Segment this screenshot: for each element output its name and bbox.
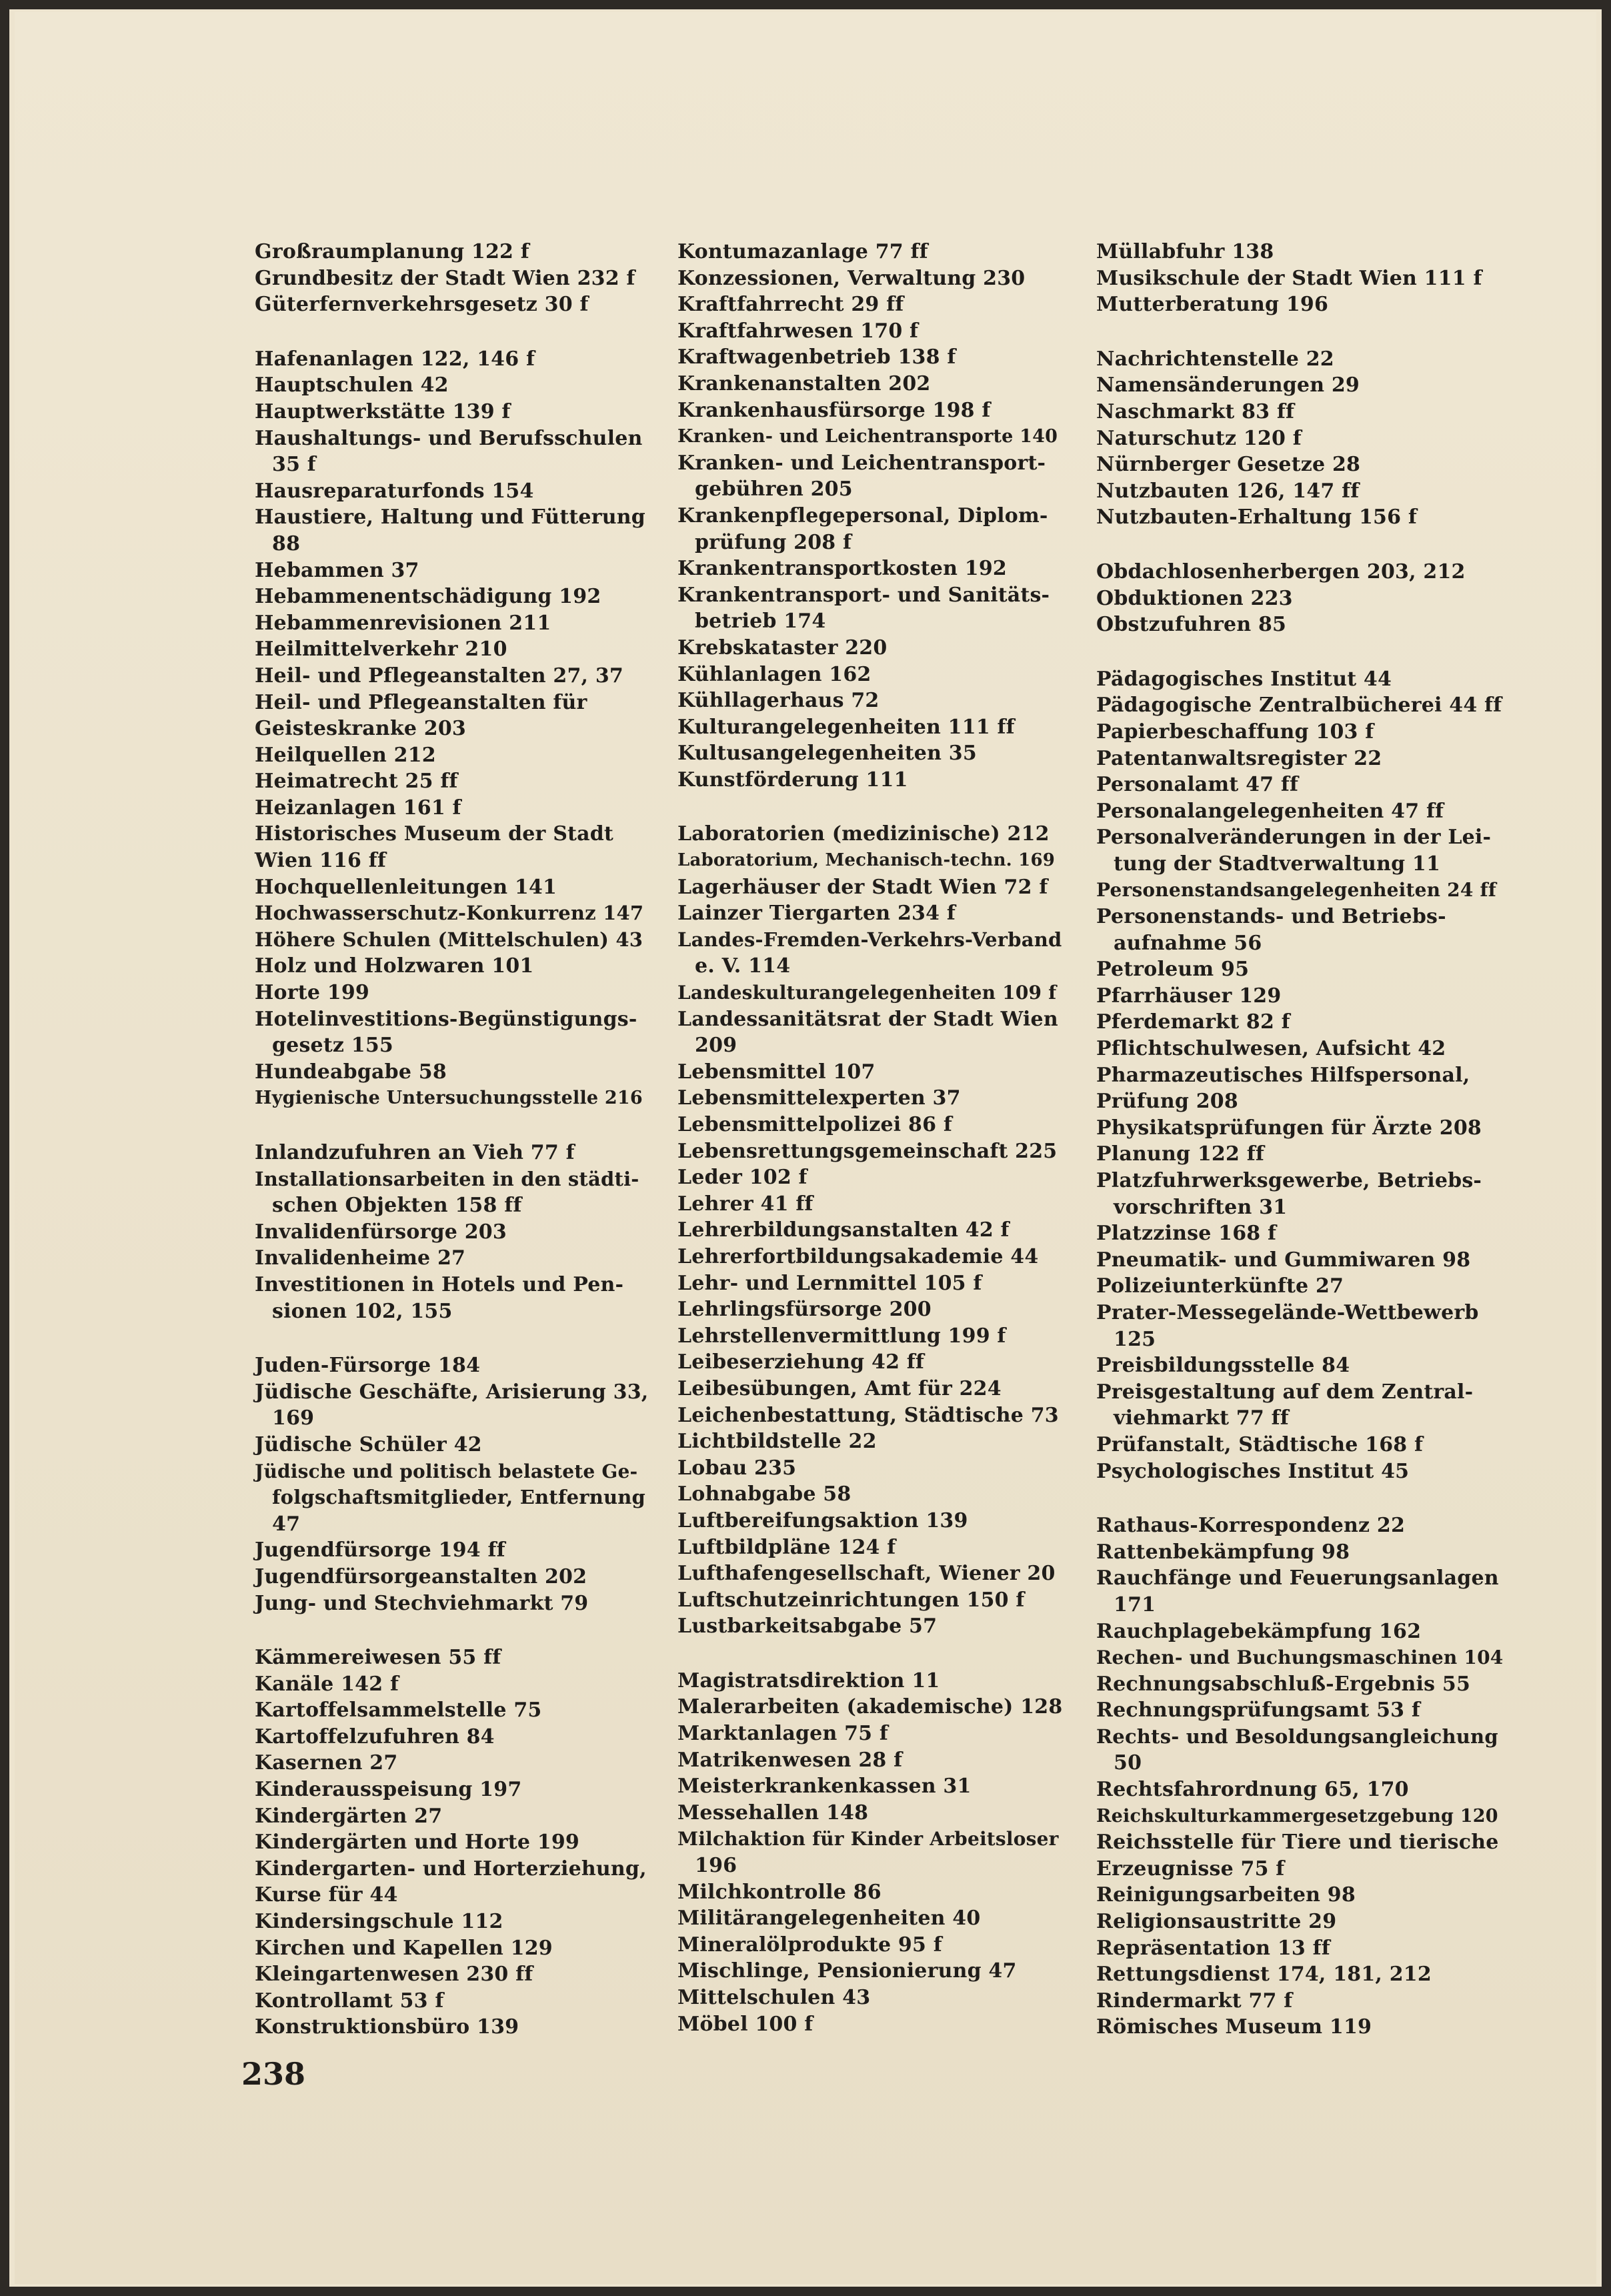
index-entry: Mittelschulen 43 xyxy=(677,1986,871,2009)
index-entry: Magistratsdirektion 11 xyxy=(677,1668,940,1692)
index-entry: Obduktionen 223 xyxy=(1096,586,1293,610)
index-entry: Wien 116 ff xyxy=(255,849,386,873)
index-entry: Grundbesitz der Stadt Wien 232 f xyxy=(255,266,635,290)
index-entry: Rindermarkt 77 f xyxy=(1096,1989,1293,2013)
index-entry: Personalangelegenheiten 47 ff xyxy=(1096,799,1444,823)
index-entry: Personenstandsangelegenheiten 24 ff xyxy=(1096,879,1496,902)
index-entry: Kämmereiwesen 55 ff xyxy=(255,1646,501,1670)
index-letter-group xyxy=(255,1644,648,2041)
index-entry: Lobau 235 xyxy=(677,1456,797,1480)
index-entry: Rattenbekämpfung 98 xyxy=(1096,1540,1350,1564)
index-entry: Reichskulturkammergesetzgebung 120 xyxy=(1096,1805,1498,1827)
index-entry: Nutzbauten-Erhaltung 156 f xyxy=(1096,505,1417,529)
index-entry: Heil- und Pflegeanstalten für xyxy=(255,690,587,714)
index-entry: Jüdische Schüler 42 xyxy=(255,1432,482,1456)
index-entry: Naturschutz 120 f xyxy=(1096,426,1302,450)
index-entry-continuation: 171 xyxy=(1114,1592,1156,1616)
index-entry: Jung- und Stechviehmarkt 79 xyxy=(255,1591,589,1615)
index-entry: Luftschutzeinrichtungen 150 f xyxy=(677,1588,1025,1612)
index-entry: Großraumplanung 122 f xyxy=(255,240,529,263)
index-entry: Pädagogische Zentralbücherei 44 ff xyxy=(1096,694,1502,718)
index-entry: Pharmazeutisches Hilfspersonal, xyxy=(1096,1063,1470,1087)
index-entry: Jüdische und politisch belastete Ge- xyxy=(255,1460,638,1482)
index-entry: Invalidenheime 27 xyxy=(255,1246,466,1270)
index-entry: Leibeserziehung 42 ff xyxy=(677,1350,925,1374)
index-entry: Kindersingschule 112 xyxy=(255,1910,503,1934)
index-entry: Horte 199 xyxy=(255,981,369,1005)
index-entry: Juden-Fürsorge 184 xyxy=(255,1354,481,1378)
index-entry: Nutzbauten 126, 147 ff xyxy=(1096,479,1360,503)
index-entry: Hafenanlagen 122, 146 f xyxy=(255,347,535,371)
index-entry: Namensänderungen 29 xyxy=(1096,373,1360,397)
index-entry: Krankentransportkosten 192 xyxy=(677,557,1007,581)
index-entry: Rauchplagebekämpfung 162 xyxy=(1096,1619,1422,1643)
index-entry-continuation: 196 xyxy=(695,1854,737,1878)
index-entry: Kartoffelzufuhren 84 xyxy=(255,1725,495,1749)
index-entry: Malerarbeiten (akademische) 128 xyxy=(677,1695,1063,1719)
index-entry: Polizeiunterkünfte 27 xyxy=(1096,1274,1344,1298)
index-entry: Güterfernverkehrsgesetz 30 f xyxy=(255,293,589,317)
index-entry: Hotelinvestitions-Begünstigungs- xyxy=(255,1007,637,1031)
index-entry: Heil- und Pflegeanstalten 27, 37 xyxy=(255,664,623,688)
index-entry: Müllabfuhr 138 xyxy=(1096,240,1274,263)
index-entry: Kontrollamt 53 f xyxy=(255,1989,444,2013)
index-entry: Hundeabgabe 58 xyxy=(255,1060,447,1084)
index-entry: Römisches Museum 119 xyxy=(1096,2015,1372,2039)
index-entry: Jüdische Geschäfte, Arisierung 33, xyxy=(255,1380,649,1404)
index-entry: Lehrerbildungsanstalten 42 f xyxy=(677,1218,1010,1242)
index-entry: Prüfanstalt, Städtische 168 f xyxy=(1096,1432,1424,1456)
index-entry-continuation: aufnahme 56 xyxy=(1114,931,1262,955)
index-entry: Lebensmittelpolizei 86 f xyxy=(677,1113,952,1136)
index-entry: Hochwasserschutz-Konkurrenz 147 xyxy=(255,902,644,925)
index-entry: Konstruktionsbüro 139 xyxy=(255,2015,519,2039)
index-entry: Rechts- und Besoldungsangleichung xyxy=(1096,1725,1498,1748)
index-entry: Kanäle 142 f xyxy=(255,1672,399,1696)
index-entry: Hebammenentschädigung 192 xyxy=(255,585,601,609)
index-entry: Kasernen 27 xyxy=(255,1751,398,1775)
index-entry-continuation: betrieb 174 xyxy=(695,610,826,634)
index-entry: Militärangelegenheiten 40 xyxy=(677,1907,981,1931)
index-entry: Krankenanstalten 202 xyxy=(677,371,931,395)
index-entry-continuation: tung der Stadtverwaltung 11 xyxy=(1114,852,1441,876)
paper-sheet xyxy=(15,12,1596,2284)
index-entry-continuation: 209 xyxy=(695,1034,737,1058)
index-entry: Lebensrettungsgemeinschaft 225 xyxy=(677,1139,1058,1163)
index-entry: Rechtsfahrordnung 65, 170 xyxy=(1096,1778,1409,1802)
index-column-2 xyxy=(677,239,1064,2065)
index-entry: Personalamt 47 ff xyxy=(1096,773,1299,797)
index-entry: Mineralölprodukte 95 f xyxy=(677,1933,942,1957)
index-letter-group xyxy=(255,1140,648,1324)
index-entry: Rauchfänge und Feuerungsanlagen xyxy=(1096,1566,1499,1590)
index-entry: Lebensmittel 107 xyxy=(677,1060,876,1084)
index-letter-group xyxy=(677,1668,1064,2037)
index-entry: Kirchen und Kapellen 129 xyxy=(255,1936,553,1960)
index-entry: Installationsarbeiten in den städti- xyxy=(255,1167,639,1190)
index-entry-continuation: schen Objekten 158 ff xyxy=(272,1194,522,1218)
index-column-3 xyxy=(1096,239,1503,2069)
index-entry: Heilmittelverkehr 210 xyxy=(255,638,507,662)
index-entry: Pferdemarkt 82 f xyxy=(1096,1010,1290,1034)
index-letter-group xyxy=(1096,346,1503,531)
index-entry: Jugendfürsorge 194 ff xyxy=(255,1538,505,1562)
index-entry: Marktanlagen 75 f xyxy=(677,1722,888,1746)
index-entry: Landessanitätsrat der Stadt Wien xyxy=(677,1007,1058,1031)
index-entry: Investitionen in Hotels und Pen- xyxy=(255,1272,624,1296)
index-entry: Kraftwagenbetrieb 138 f xyxy=(677,345,956,369)
index-entry-continuation: 35 f xyxy=(272,453,316,477)
index-entry: Geisteskranke 203 xyxy=(255,717,467,741)
index-entry: Heizanlagen 161 f xyxy=(255,796,461,820)
index-entry-continuation: viehmarkt 77 ff xyxy=(1114,1406,1289,1430)
index-entry: Lagerhäuser der Stadt Wien 72 f xyxy=(677,875,1048,899)
index-entry: Kartoffelsammelstelle 75 xyxy=(255,1698,542,1723)
index-entry: Platzfuhrwerksgewerbe, Betriebs- xyxy=(1096,1169,1482,1192)
index-entry: Hebammenrevisionen 211 xyxy=(255,611,551,635)
index-entry: Petroleum 95 xyxy=(1096,958,1250,982)
index-entry: Rechnungsabschluß-Ergebnis 55 xyxy=(1096,1672,1471,1696)
index-entry-continuation: 88 xyxy=(272,531,301,555)
index-entry: Kontumazanlage 77 ff xyxy=(677,240,928,263)
index-entry: Personenstands- und Betriebs- xyxy=(1096,905,1446,929)
index-entry: Haustiere, Haltung und Fütterung xyxy=(255,505,645,529)
index-entry: Papierbeschaffung 103 f xyxy=(1096,720,1374,744)
index-entry: Kranken- und Leichentransport- xyxy=(677,451,1046,475)
index-entry: Rechen- und Buchungsmaschinen 104 xyxy=(1096,1646,1504,1669)
index-entry: Kühllagerhaus 72 xyxy=(677,689,880,713)
page-number: 238 xyxy=(241,2056,306,2092)
index-entry: Leder 102 f xyxy=(677,1166,808,1190)
index-entry: Prater-Messegelände-Wettbewerb xyxy=(1096,1300,1479,1324)
index-entry: Matrikenwesen 28 f xyxy=(677,1748,903,1772)
index-entry: Obdachlosenherbergen 203, 212 xyxy=(1096,559,1466,584)
index-entry: Kindergarten- und Horterziehung, xyxy=(255,1857,647,1881)
index-entry: Preisbildungsstelle 84 xyxy=(1096,1354,1350,1378)
index-letter-group xyxy=(255,346,648,1112)
index-entry: Lustbarkeitsabgabe 57 xyxy=(677,1614,938,1638)
index-entry: Pfarrhäuser 129 xyxy=(1096,984,1282,1008)
index-entry: Rathaus-Korrespondenz 22 xyxy=(1096,1514,1406,1538)
index-entry: Kunstförderung 111 xyxy=(677,768,908,792)
index-entry: Konzessionen, Verwaltung 230 xyxy=(677,266,1026,290)
index-entry: Krankentransport- und Sanitäts- xyxy=(677,583,1050,607)
index-entry-continuation: sionen 102, 155 xyxy=(272,1299,453,1323)
index-entry: Lehr- und Lernmittel 105 f xyxy=(677,1271,982,1295)
index-entry: Kulturangelegenheiten 111 ff xyxy=(677,715,1015,739)
index-entry-continuation: e. V. 114 xyxy=(695,954,791,978)
index-entry: Krankenhausfürsorge 198 f xyxy=(677,398,991,422)
index-entry: Kraftfahrrecht 29 ff xyxy=(677,293,904,317)
index-entry-continuation: folgschaftsmitglieder, Entfernung xyxy=(272,1486,646,1509)
index-entry: Leibesübungen, Amt für 224 xyxy=(677,1376,1002,1400)
index-entry: Pflichtschulwesen, Aufsicht 42 xyxy=(1096,1037,1446,1061)
index-entry: Holz und Holzwaren 101 xyxy=(255,954,534,978)
index-entry: Planung 122 ff xyxy=(1096,1142,1264,1166)
index-entry-continuation: vorschriften 31 xyxy=(1114,1195,1288,1219)
index-entry: Patentanwaltsregister 22 xyxy=(1096,746,1382,770)
index-entry: Kinderausspeisung 197 xyxy=(255,1778,522,1802)
index-entry: Möbel 100 f xyxy=(677,2012,814,2036)
index-entry: Obstzufuhren 85 xyxy=(1096,613,1287,637)
index-entry: Lainzer Tiergarten 234 f xyxy=(677,902,956,926)
index-entry: Hochquellenleitungen 141 xyxy=(255,875,557,899)
index-entry-continuation: gebühren 205 xyxy=(695,477,853,501)
index-letter-group xyxy=(1096,239,1503,318)
index-entry: Luftbildpläne 124 f xyxy=(677,1535,896,1559)
index-entry-continuation: 50 xyxy=(1114,1751,1142,1775)
index-entry: Platzzinse 168 f xyxy=(1096,1222,1277,1246)
index-entry: Historisches Museum der Stadt xyxy=(255,822,613,846)
index-entry: Heimatrecht 25 ff xyxy=(255,770,458,794)
index-entry: Kühlanlagen 162 xyxy=(677,662,872,686)
index-entry-continuation: 47 xyxy=(272,1512,301,1536)
index-entry: Leichenbestattung, Städtische 73 xyxy=(677,1403,1059,1427)
index-entry: Erzeugnisse 75 f xyxy=(1096,1857,1285,1881)
index-entry: Heilquellen 212 xyxy=(255,743,436,767)
index-entry: Kleingartenwesen 230 ff xyxy=(255,1963,533,1987)
index-entry-continuation: 125 xyxy=(1114,1327,1156,1351)
index-entry: Milchaktion für Kinder Arbeitsloser xyxy=(677,1828,1059,1851)
index-entry: Lohnabgabe 58 xyxy=(677,1482,852,1506)
index-entry: Lehrer 41 ff xyxy=(677,1192,814,1216)
index-entry: Nachrichtenstelle 22 xyxy=(1096,347,1334,371)
index-entry: Inlandzufuhren an Vieh 77 f xyxy=(255,1141,575,1164)
index-entry: Lebensmittelexperten 37 xyxy=(677,1086,961,1110)
index-letter-group xyxy=(255,1352,648,1616)
index-entry: Preisgestaltung auf dem Zentral- xyxy=(1096,1380,1474,1404)
index-entry: Rettungsdienst 174, 181, 212 xyxy=(1096,1963,1432,1987)
index-entry: Reichsstelle für Tiere und tierische xyxy=(1096,1831,1499,1855)
index-letter-group xyxy=(255,239,648,318)
index-entry: Reinigungsarbeiten 98 xyxy=(1096,1883,1356,1907)
index-column-1 xyxy=(255,239,648,2069)
index-entry-continuation: gesetz 155 xyxy=(272,1034,393,1058)
index-entry: Lufthafengesellschaft, Wiener 20 xyxy=(677,1562,1056,1586)
index-entry: Prüfung 208 xyxy=(1096,1090,1238,1114)
index-entry: Religionsaustritte 29 xyxy=(1096,1910,1337,1934)
index-entry: Lichtbildstelle 22 xyxy=(677,1430,877,1454)
index-entry: Hauptwerkstätte 139 f xyxy=(255,399,511,423)
index-letter-group xyxy=(1096,1512,1503,2041)
index-entry: Mischlinge, Pensionierung 47 xyxy=(677,1959,1017,1983)
index-entry-continuation: 169 xyxy=(272,1406,315,1430)
index-entry: Kraftfahrwesen 170 f xyxy=(677,319,919,343)
index-entry: Kurse für 44 xyxy=(255,1883,398,1907)
index-entry: Landeskulturangelegenheiten 109 f xyxy=(677,982,1057,1004)
index-entry: Laboratorien (medizinische) 212 xyxy=(677,822,1050,846)
index-entry: Hausreparaturfonds 154 xyxy=(255,479,534,503)
index-entry: Lehrerfortbildungsakademie 44 xyxy=(677,1244,1039,1268)
index-entry: Lehrstellenvermittlung 199 f xyxy=(677,1324,1006,1348)
index-entry: Luftbereifungsaktion 139 xyxy=(677,1508,968,1532)
index-letter-group xyxy=(1096,666,1503,1484)
index-entry: Hygienische Untersuchungsstelle 216 xyxy=(255,1088,643,1109)
index-entry: Psychologisches Institut 45 xyxy=(1096,1459,1410,1483)
index-entry: Nürnberger Gesetze 28 xyxy=(1096,453,1361,477)
index-entry: Pädagogisches Institut 44 xyxy=(1096,667,1392,691)
index-entry: Lehrlingsfürsorge 200 xyxy=(677,1298,932,1322)
index-entry: Kindergärten und Horte 199 xyxy=(255,1831,579,1855)
index-entry: Pneumatik- und Gummiwaren 98 xyxy=(1096,1248,1471,1272)
index-letter-group xyxy=(677,239,1064,793)
index-entry: Repräsentation 13 ff xyxy=(1096,1936,1330,1960)
index-entry: Messehallen 148 xyxy=(677,1801,869,1825)
index-entry: Kultusangelegenheiten 35 xyxy=(677,742,977,766)
index-entry: Milchkontrolle 86 xyxy=(677,1880,882,1904)
index-entry: Rechnungsprüfungsamt 53 f xyxy=(1096,1698,1420,1723)
index-letter-group xyxy=(1096,559,1503,638)
index-entry: Hebammen 37 xyxy=(255,558,419,582)
index-entry: Physikatsprüfungen für Ärzte 208 xyxy=(1096,1116,1482,1140)
index-entry: Musikschule der Stadt Wien 111 f xyxy=(1096,266,1482,290)
index-entry: Hauptschulen 42 xyxy=(255,373,449,397)
index-entry: Kranken- und Leichentransporte 140 xyxy=(677,426,1058,447)
index-entry: Krebskataster 220 xyxy=(677,636,888,660)
index-entry: Personalveränderungen in der Lei- xyxy=(1096,826,1492,850)
index-entry: Jugendfürsorgeanstalten 202 xyxy=(255,1564,587,1588)
index-entry: Meisterkrankenkassen 31 xyxy=(677,1775,972,1799)
index-entry: Laboratorium, Mechanisch-techn. 169 xyxy=(677,850,1056,871)
index-letter-group xyxy=(677,821,1064,1639)
index-entry-continuation: prüfung 208 f xyxy=(695,530,852,554)
index-entry: Haushaltungs- und Berufsschulen xyxy=(255,426,643,450)
index-entry: Krankenpflegepersonal, Diplom- xyxy=(677,503,1048,527)
index-entry: Landes-Fremden-Verkehrs-Verband xyxy=(677,928,1062,951)
index-entry: Naschmarkt 83 ff xyxy=(1096,399,1295,423)
index-entry: Invalidenfürsorge 203 xyxy=(255,1220,507,1244)
index-entry: Höhere Schulen (Mittelschulen) 43 xyxy=(255,928,643,951)
index-entry: Kindergärten 27 xyxy=(255,1804,443,1828)
index-entry: Mutterberatung 196 xyxy=(1096,293,1329,317)
